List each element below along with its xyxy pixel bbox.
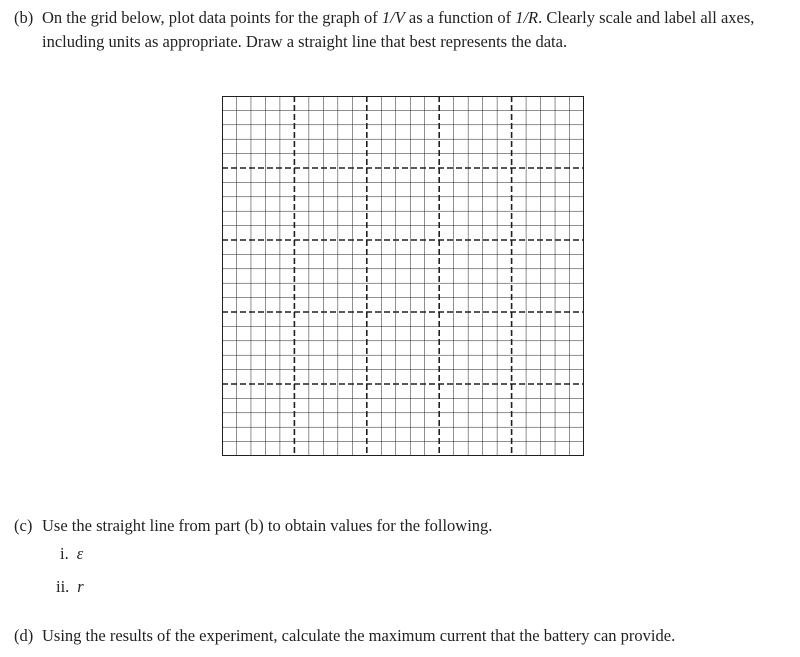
grid-border — [223, 97, 584, 456]
emf-symbol: ε — [76, 544, 84, 563]
part-b-text — [42, 6, 794, 54]
internal-resistance-symbol: r — [77, 577, 84, 596]
math-inverse-r: 1/R — [515, 8, 539, 27]
part-d-text: Using the results of the experiment, calculate the maximum current that the battery can provide. — [42, 626, 676, 645]
item-i-number: i. — [60, 544, 69, 563]
item-ii-number: ii. — [56, 577, 70, 596]
question-part-c — [14, 514, 774, 538]
question-part-d — [14, 624, 794, 648]
math-inverse-v: 1/V — [381, 8, 405, 27]
question-part-b — [14, 6, 794, 54]
part-c-item-ii — [56, 577, 84, 597]
graph-grid[interactable] — [222, 96, 584, 456]
part-c-item-i — [60, 544, 83, 564]
part-c-text: Use the straight line from part (b) to obtain values for the following. — [42, 516, 493, 535]
part-c-label: (c) — [14, 516, 33, 535]
part-b-text-2: as a function of — [404, 8, 516, 27]
part-d-label: (d) — [14, 626, 34, 645]
part-b-text-3: . Clearly scale and label all axes, including units as appropriate. Draw a straight line that best represents the data. — [42, 8, 755, 51]
part-b-text-1: On the grid below, plot data points for the graph of — [42, 8, 382, 27]
part-b-label: (b) — [14, 8, 34, 27]
